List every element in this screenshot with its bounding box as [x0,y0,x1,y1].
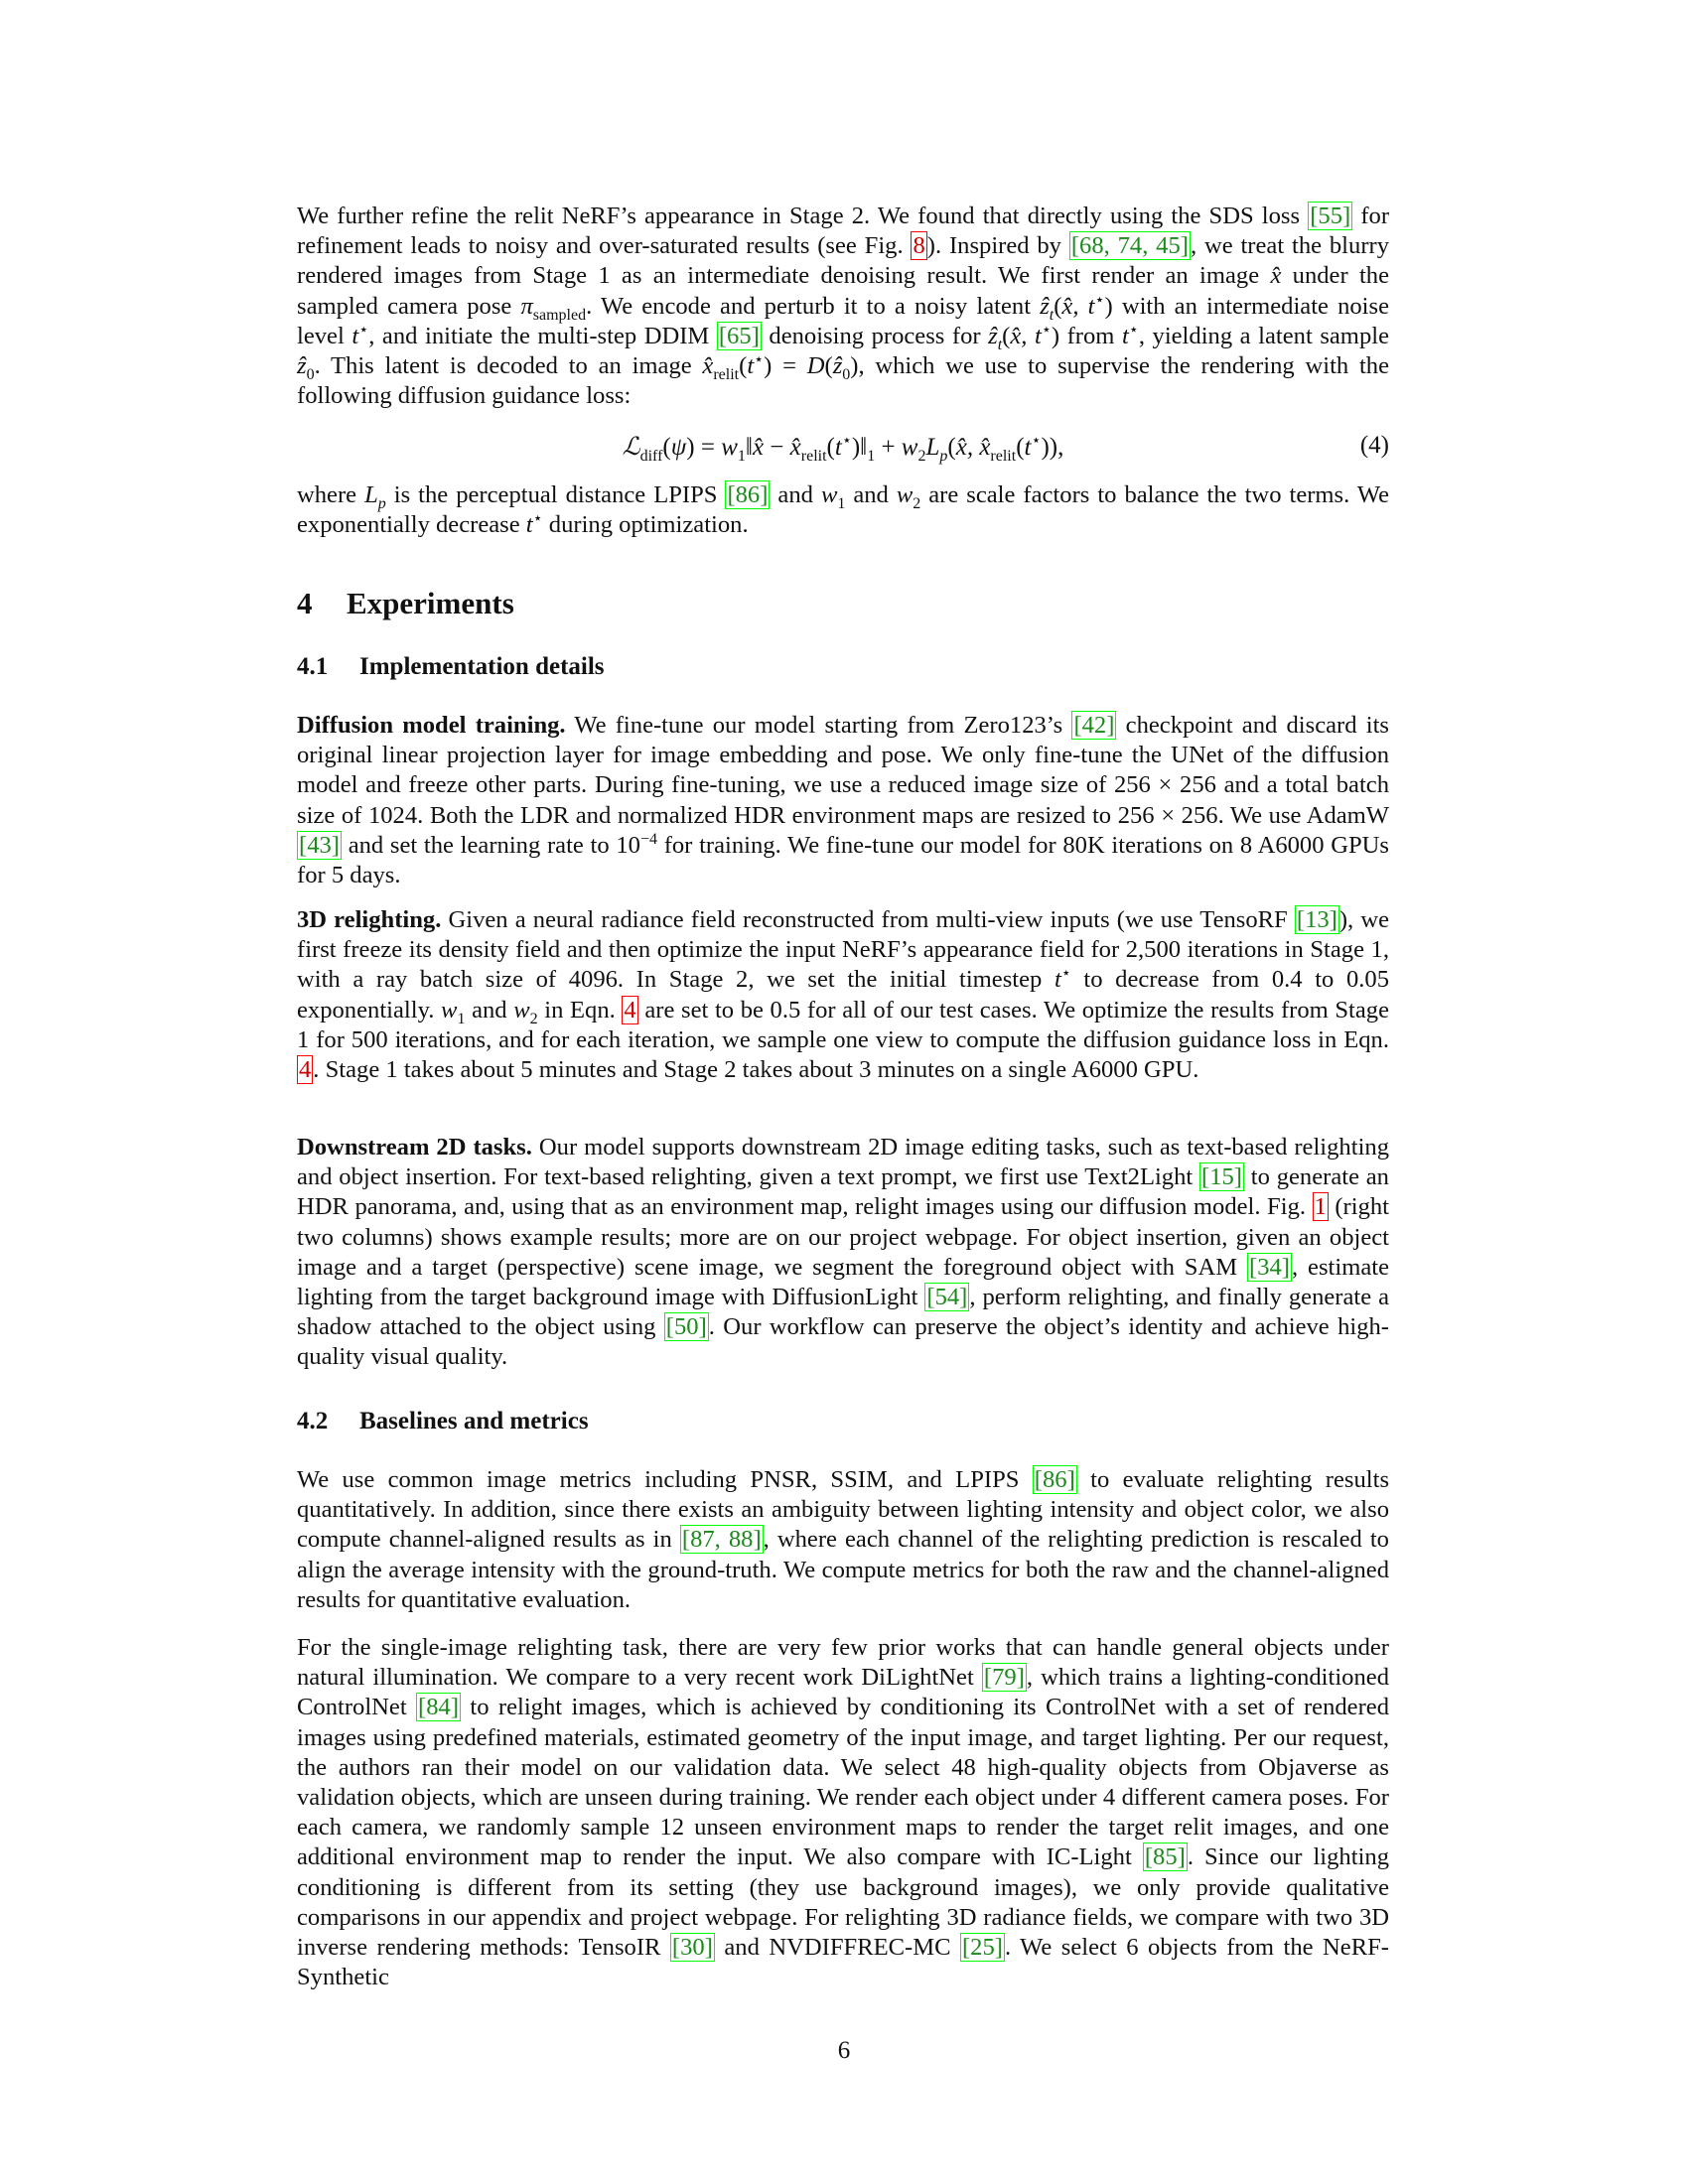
equation-ref-link[interactable]: 4 [624,996,636,1024]
intro-paragraph [297,202,1389,411]
citation-link[interactable]: [42] [1073,712,1115,739]
paragraph-text: 3D relighting. Given a neural radiance field reconstructed from multi-view inputs (we use TensoRF [13]), we first freeze its density field and then optimize the input NeRF’s appearance field for 2,500 iterations in Stage 1, with a ray batch size of 4096. In Stage 2, we set the initial timestep t⋆ to decrease from 0.4 to 0.05 exponentially. $w_1$ and $w_2$ in Eqn. 4 are set to be 0.5 for all of our test cases. We optimize the results from Stage 1 for 500 iterations, and for each iteration, we sample one view to compute the diffusion guidance loss in Eqn. 4. Stage 1 takes about 5 minutes and Stage 2 takes about 3 minutes on a single A6000 GPU. [297,906,1390,1084]
runin-heading: Downstream 2D tasks. [297,1134,532,1160]
equation-ref-link[interactable]: 4 [299,1056,312,1084]
where-paragraph [297,480,1389,540]
citation-link[interactable]: [68, 74, 45] [1070,232,1189,260]
citation-link[interactable]: [43] [299,831,340,859]
equation-4 [297,432,1389,468]
citation-link[interactable]: [25] [961,1934,1003,1962]
citation-link[interactable]: [30] [671,1934,713,1962]
citation-link[interactable]: [85] [1144,1843,1186,1871]
citation-link[interactable]: [50] [665,1313,707,1341]
paragraph-downstream-tasks [297,1133,1389,1373]
citation-link[interactable]: [65] [718,322,760,349]
equation-number: (4) [1359,432,1389,459]
subsection-heading-baselines [297,1408,589,1435]
subsection-heading-implementation [297,653,605,681]
runin-heading: Diffusion model training. [297,712,566,739]
where-paragraph-text: where $L_p$ is the perceptual distance LPIPS [86] and $w_1$ and $w_2$ are scale factors to balance the two terms. We exponentially decrease t⋆ during optimization. [297,481,1389,539]
paragraph-text: We use common image metrics including PNSR, SSIM, and LPIPS [86] to evaluate relighting results quantitatively. In addition, since there exists an ambiguity between lighting intensity and object color, we also compute channel-aligned results as in [87, 88], where each channel of the relighting prediction is rescaled to align the average intensity with the ground-truth. We compute metrics for both the raw and the channel-aligned results for quantitative evaluation. [297,1466,1390,1613]
section-number: 4 [297,586,313,620]
figure-ref-link[interactable]: 8 [913,232,925,260]
subsection-title: Implementation details [359,653,605,680]
citation-link[interactable]: [87, 88] [681,1526,762,1554]
citation-link[interactable]: [15] [1201,1163,1242,1191]
intro-paragraph-text: We further refine the relit NeRF’s appearance in Stage 2. We found that directly using the SDS loss [55] for refinement leads to noisy and over-saturated results (see Fig. 8). Inspired by [68, 74, 45], we treat the blurry rendered images from Stage 1 as an intermediate denoising result. We first render an image x̂ under the sampled camera pose $\pi_{sampled}$. We encode and perturb it to a noisy latent ẑ$_t$(x̂, t⋆) with an intermediate noise level t⋆, and initiate the multi-step DDIM [65] denoising process for ẑ$_t$(x̂, t⋆) from t⋆, yielding a latent sample ẑ$_0$. This latent is decoded to an image $x̂_{relit}(t^⋆)$ = D(ẑ$_0$), which we use to supervise the rendering with the following diffusion guidance loss: [297,203,1390,410]
runin-heading: 3D relighting. [297,906,442,933]
citation-link[interactable]: [13] [1296,906,1337,933]
paragraph-3d-relighting [297,905,1389,1085]
citation-link[interactable]: [79] [983,1664,1025,1692]
subsection-number: 4.1 [297,653,329,680]
paragraph-metrics [297,1465,1389,1615]
equation-formula: ℒ$_{diff}$(ψ) = $w_1‖x̂$ − $x̂_{relit}(t^⋆)‖_1$ + $w_2L_p(x̂$, $x̂_{relit}(t^⋆)$), [622,432,1064,465]
page-number: 6 [837,2037,851,2064]
citation-link[interactable]: [84] [418,1694,460,1721]
paragraph-text: For the single-image relighting task, there are very few prior works that can handle general objects under natural illumination. We compare to a very recent work DiLightNet [79], which trains a lighting-conditioned ControlNet [84] to relight images, which is achieved by conditioning its ControlNet with a set of rendered images using predefined materials, estimated geometry of the input image, and target lighting. Per our request, the authors ran their model on our validation data. We select 48 high-quality objects from Objaverse as validation objects, which are unseen during training. We render each object under 4 different camera poses. For each camera, we randomly sample 12 unseen environment maps to render the target relit images, and one additional environment map to render the input. We also compare with IC-Light [85]. Since our lighting conditioning is different from its setting (they use background images), we only provide qualitative comparisons in our appendix and project webpage. For relighting 3D radiance fields, we compare with two 3D inverse rendering methods: TensoIR [30] and NVDIFFREC-MC [25]. We select 6 objects from the NeRF-Synthetic [297,1634,1389,1991]
citation-link[interactable]: [34] [1249,1253,1290,1281]
subsection-number: 4.2 [297,1408,329,1434]
section-title: Experiments [347,586,514,620]
paragraph-diffusion-training [297,711,1389,890]
paragraph-text: Diffusion model training. We fine-tune our model starting from Zero123’s [42] checkpoint and discard its original linear projection layer for image embedding and pose. We only fine-tune the UNet of the diffusion model and freeze other parts. During fine-tuning, we use a reduced image size of 256 × 256 and a total batch size of 1024. Both the LDR and normalized HDR environment maps are resized to 256 × 256. We use AdamW [43] and set the learning rate to $10^{-4}$ for training. We fine-tune our model for 80K iterations on 8 A6000 GPUs for 5 days. [297,712,1389,889]
citation-link[interactable]: [54] [926,1284,968,1311]
figure-ref-link[interactable]: 1 [1314,1193,1327,1221]
citation-link[interactable]: [86] [1034,1466,1075,1493]
citation-link[interactable]: [55] [1310,203,1351,229]
citation-link[interactable]: [86] [727,481,769,508]
subsection-title: Baselines and metrics [359,1408,589,1434]
paragraph-text: Downstream 2D tasks. Our model supports downstream 2D image editing tasks, such as text-based relighting and object insertion. For text-based relighting, given a text prompt, we first use Text2Light [15] to generate an HDR panorama, and, using that as an environment map, relight images using our diffusion model. Fig. 1 (right two columns) shows example results; more are on our project webpage. For object insertion, given an object image and a target (perspective) scene image, we segment the foreground object with SAM [34], estimate lighting from the target background image with DiffusionLight [54], perform relighting, and finally generate a shadow attached to the object using [50]. Our workflow can preserve the object’s identity and achieve high-quality visual quality. [297,1134,1390,1371]
paragraph-single-image [297,1633,1389,1992]
section-heading-experiments [297,586,514,621]
